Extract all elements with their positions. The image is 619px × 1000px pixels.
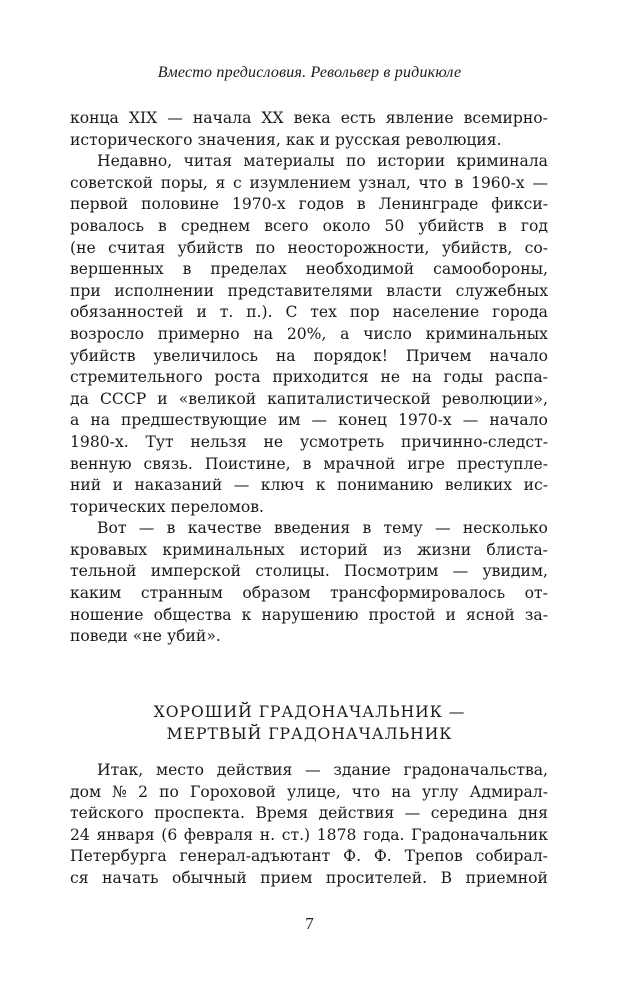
section-text [70,760,548,890]
text-line: вершенных в пределах необходимой самообороны, [70,260,548,279]
text-line: Вот — в качестве введения в тему — несколько [97,519,548,538]
text-line: 24 января (6 февраля н. ст.) 1878 года. Градоначальник [70,825,548,844]
text-line: поведи «не убий». [70,627,221,646]
text-line: 1980-х. Тут нельзя не усмотреть причинно-следст- [70,432,548,451]
text-line: каким странным образом трансформировалось от- [70,584,548,603]
text-line: дом № 2 по Гороховой улице, что на углу Адмирал- [70,782,548,801]
text-line: конца XIX — начала XX века есть явление всемирно- [70,109,548,127]
text-line: ся начать обычный прием просителей. В приемной [70,868,548,887]
text-line: тельной имперской столицы. Посмотрим — увидим, [70,562,548,581]
section-heading [0,702,619,745]
text-line: первой половине 1970-х годов в Ленинграде фикси- [70,195,548,214]
text-line: (не считая убийств по неосторожности, убийств, со- [70,238,548,257]
section-heading-line-2: МЕРТВЫЙ ГРАДОНАЧАЛЬНИК [166,724,453,743]
text-line: Итак, место действия — здание градоначальства, [97,761,548,779]
text-line: исторического значения, как и русская революция. [70,130,502,149]
section-heading-line-1: ХОРОШИЙ ГРАДОНАЧАЛЬНИК — [153,703,466,721]
text-line: обязанностей и т. п.). С тех пор население города [70,303,548,322]
text-line: тейского проспекта. Время действия — середина дня [70,804,548,823]
text-line: венную связь. Поистине, в мрачной игре преступле- [70,454,548,473]
text-line: при исполнении представителями власти служебных [70,281,548,300]
text-line: Недавно, читая материалы по истории криминала [97,152,548,171]
text-line: ний и наказаний — ключ к пониманию великих ис- [70,476,548,495]
text-line: ношение общества к нарушению простой и ясной за- [70,605,548,624]
text-line: убийств увеличилось на порядок! Причем начало [70,346,548,365]
text-line: а на предшествующие им — конец 1970-х — начало [70,411,548,430]
text-line: да СССР и «великой капиталистической революции», [70,389,548,408]
text-line: стремительного роста приходится не на годы распа- [70,368,548,387]
text-line: Петербурга генерал-адъютант Ф. Ф. Трепов собирал- [70,847,548,866]
text-line: возросло примерно на 20%, а число криминальных [70,324,548,343]
text-line: кровавых криминальных историй из жизни блиста- [70,540,548,559]
text-line: торических переломов. [70,497,264,516]
page-number: 7 [305,914,314,933]
body-text [70,108,548,648]
text-line: ровалось в среднем всего около 50 убийств в год [70,216,548,235]
text-line: советской поры, я с изумлением узнал, что в 1960-х — [70,173,548,192]
running-header: Вместо предисловия. Револьвер в ридикюле [157,64,462,81]
